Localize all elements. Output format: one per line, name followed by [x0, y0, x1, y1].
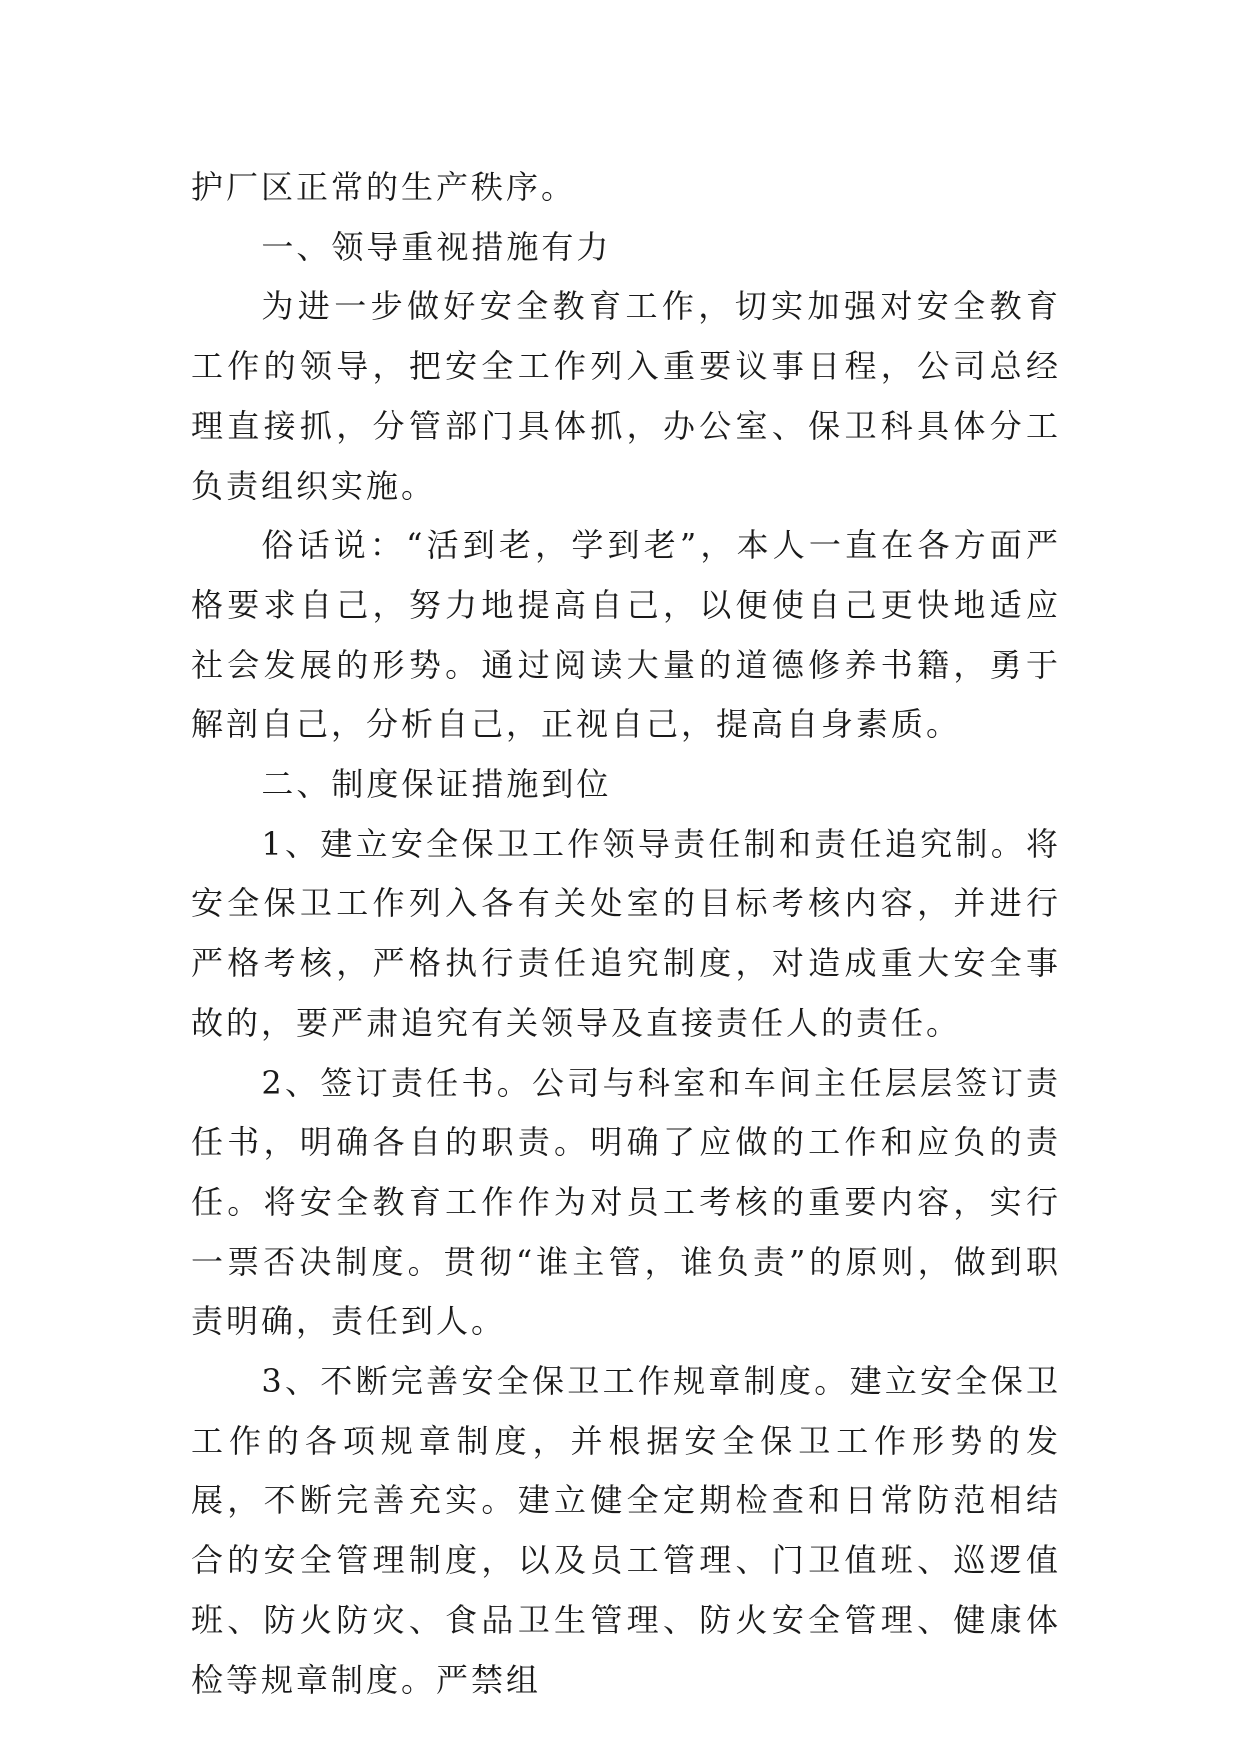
paragraph-leadership: 为进一步做好安全教育工作，切实加强对安全教育工作的领导，把安全工作列入重要议事日程，公司总经理直接抓，分管部门具体抓，办公室、保卫科具体分工负责组织实施。: [191, 287, 1061, 505]
paragraph-item-3: 3、不断完善安全保卫工作规章制度。建立安全保卫工作的各项规章制度，并根据安全保卫工作形势的发展，不断完善充实。建立健全定期检查和日常防范相结合的安全管理制度，以及员工管理、门卫值班、巡逻值班、防火防灾、食品卫生管理、防火安全管理、健康体检等规章制度。严禁组: [191, 1362, 1061, 1699]
document-body: [191, 158, 1061, 1710]
paragraph-continuation: 护厂区正常的生产秩序。: [191, 168, 577, 206]
heading-leadership: 一、领导重视措施有力: [261, 227, 612, 266]
heading-system-guarantee: 二、制度保证措施到位: [261, 765, 612, 804]
paragraph-self-improvement: 俗话说：“活到老，学到老”，本人一直在各方面严格要求自己，努力地提高自己，以便使自己更快地适应社会发展的形势。通过阅读大量的道德修养书籍，勇于解剖自己，分析自己，正视自己，提高自身素质。: [191, 526, 1061, 744]
paragraph-item-1: 1、建立安全保卫工作领导责任制和责任追究制。将安全保卫工作列入各有关处室的目标考核内容，并进行严格考核，严格执行责任追究制度，对造成重大安全事故的，要严肃追究有关领导及直接责任人的责任。: [191, 824, 1061, 1042]
paragraph-item-2: 2、签订责任书。公司与科室和车间主任层层签订责任书，明确各自的职责。明确了应做的工作和应负的责任。将安全教育工作作为对员工考核的重要内容，实行一票否决制度。贯彻“谁主管，谁负责”的原则，做到职责明确，责任到人。: [191, 1063, 1061, 1341]
